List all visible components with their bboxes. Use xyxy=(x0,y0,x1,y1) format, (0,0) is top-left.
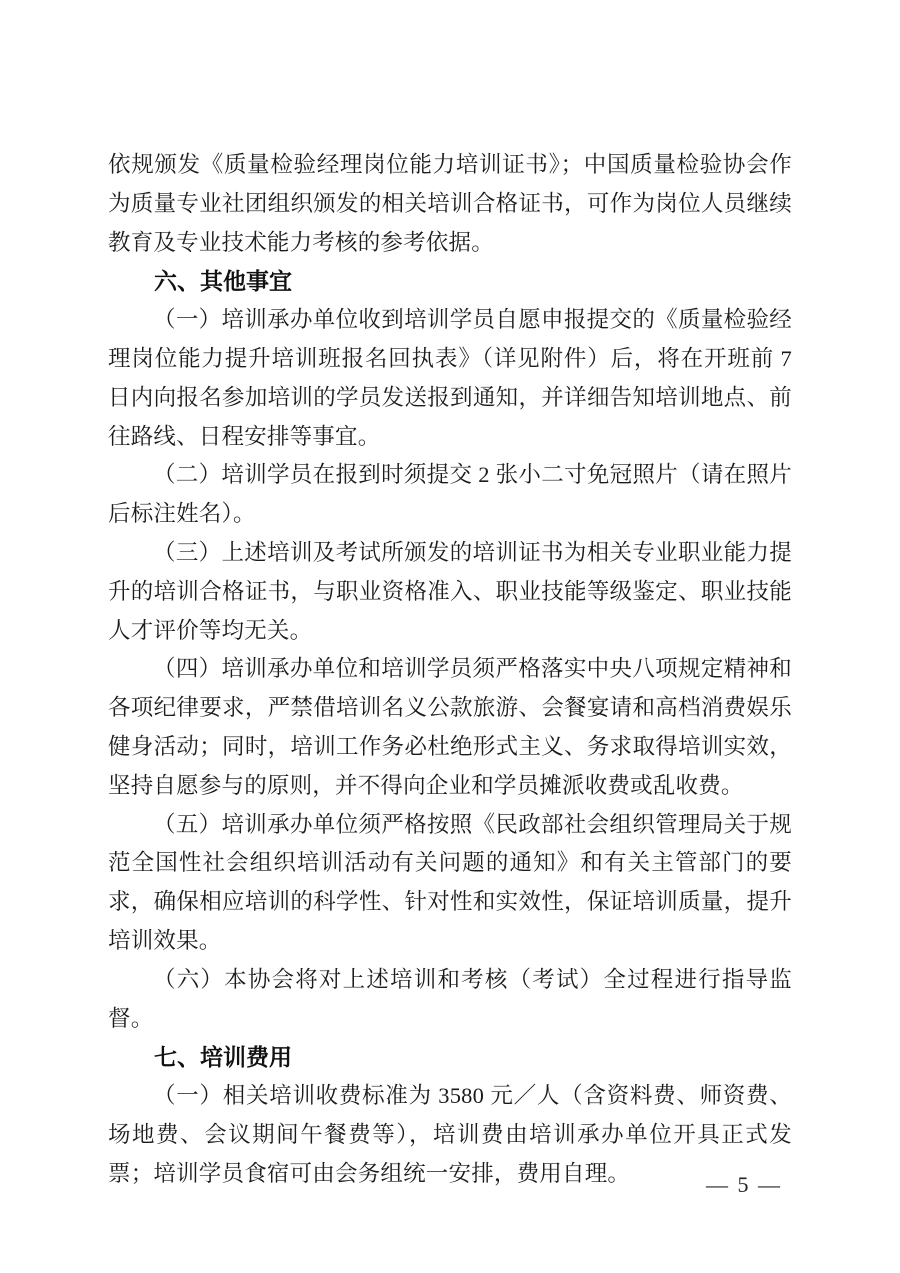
paragraph-item-5-regulation-compliance: （五）培训承办单位须严格按照《民政部社会组织管理局关于规范全国性社会组织培训活动有关问题的通知》和有关主管部门的要求，确保相应培训的科学性、针对性和实效性，保证培训质量，提升培训效果。 xyxy=(108,811,792,953)
paragraph-item-1-registration-notice: （一）培训承办单位收到培训学员自愿申报提交的《质量检验经理岗位能力提升培训班报名回执表》（详见附件）后，将在开班前 7 日内向报名参加培训的学员发送报到通知，并详细告知培训地点、前往路线、日程安排等事宜。 xyxy=(108,307,792,449)
section-heading-other-matters: 六、其他事宜 xyxy=(154,268,292,295)
document-body xyxy=(108,146,792,1194)
paragraph-fee-standard: （一）相关培训收费标准为 3580 元／人（含资料费、师资费、场地费、会议期间午餐费等），培训费由培训承办单位开具正式发票；培训学员食宿可由会务组统一安排，费用自理。 xyxy=(108,1083,792,1186)
paragraph-item-6-supervision: （六）本协会将对上述培训和考核（考试）全过程进行指导监督。 xyxy=(108,966,792,1031)
paragraph-item-2-photos: （二）培训学员在报到时须提交 2 张小二寸免冠照片（请在照片后标注姓名）。 xyxy=(108,462,792,527)
paragraph-item-4-discipline-rules: （四）培训承办单位和培训学员须严格落实中央八项规定精神和各项纪律要求，严禁借培训名义公款旅游、会餐宴请和高档消费娱乐健身活动；同时，培训工作务必杜绝形式主义、务求取得培训实效，坚持自愿参与的原则，并不得向企业和学员摊派收费或乱收费。 xyxy=(108,656,792,798)
paragraph-certificate-basis: 依规颁发《质量检验经理岗位能力培训证书》；中国质量检验协会作为质量专业社团组织颁发的相关培训合格证书，可作为岗位人员继续教育及专业技术能力考核的参考依据。 xyxy=(108,152,792,255)
paragraph-item-3-certificate-scope: （三）上述培训及考试所颁发的培训证书为相关专业职业能力提升的培训合格证书，与职业资格准入、职业技能等级鉴定、职业技能人才评价等均无关。 xyxy=(108,539,792,643)
section-heading-training-fees: 七、培训费用 xyxy=(154,1044,292,1071)
page-number: — 5 — xyxy=(706,1172,782,1197)
